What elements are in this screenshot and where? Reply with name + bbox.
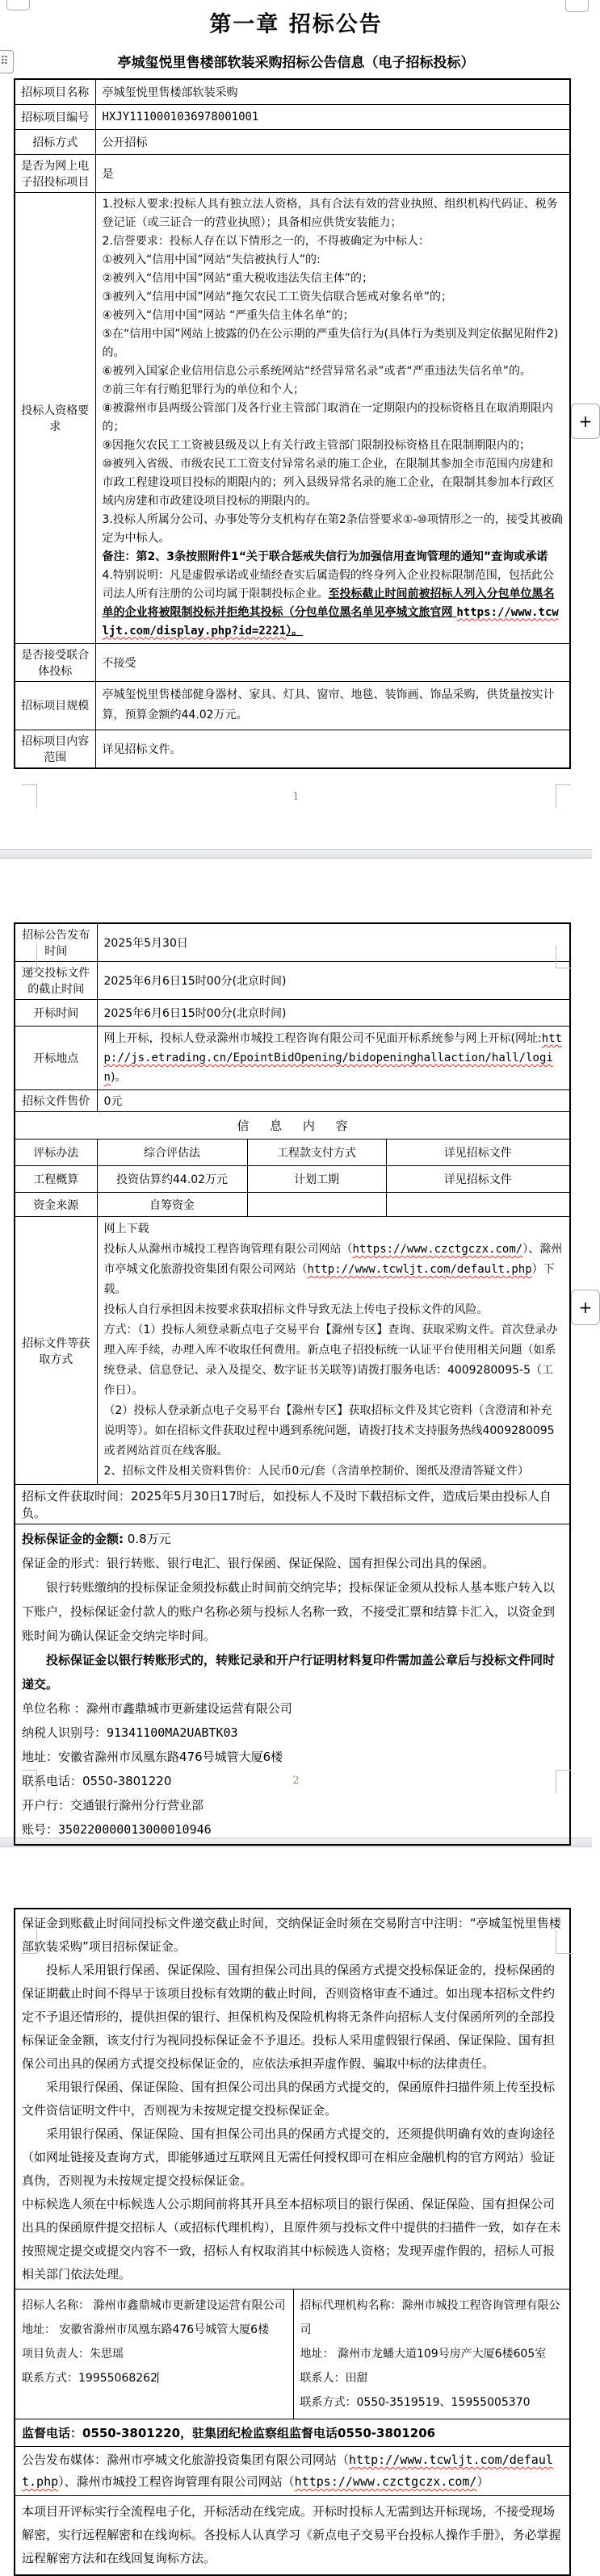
qual-line: ⑩被列入省级、市级农民工工资支付异常名录的施工企业，在限制其参加全市范围内房建和市政工程建设项目投标的期限内的；列入县级异常名录的施工企业，在限制其参加本行政区域内房建和市政建设项目投标的期限内的。 xyxy=(102,457,555,508)
obtain-line: 方式：（1）投标人须登录新点电子交易平台【滁州专区】查询、获取采购文件。首次登录办理入库手续，办理入库不收取任何费用。新点电子招投标统一认证平台使用相关问题（如系统登录、信息登记、录入及提交、数字证书关联等)请拨打服务电话：4009280095-5（工作日）。 xyxy=(103,1324,558,1397)
table-drag-handle-icon[interactable]: ⠿ xyxy=(0,50,14,73)
deposit-bank: 开户行：交通银行滁州分行营业部 xyxy=(22,1798,204,1813)
qualification-row xyxy=(15,192,570,643)
account-label: 账号： xyxy=(22,1822,59,1837)
grid-cell: 工程款支付方式 xyxy=(247,1140,386,1166)
qual-line: 3.投标人所属分公司、办事处等分支机构存在第2条信誉要求①-⑩项情形之一的，接受其被确定为中标人。 xyxy=(102,512,563,545)
row-label: 招标文件等获取方式 xyxy=(15,1217,97,1485)
contacts-row xyxy=(15,2290,570,2419)
page-number: 1 xyxy=(292,791,300,803)
obtain-text: ）、滁州市亭城文化旅游投资集团有限公司网站（ xyxy=(103,1243,563,1276)
insert-row-plus-button[interactable]: + xyxy=(571,404,600,439)
deposit-rules-row xyxy=(15,1909,570,2290)
czctgczx-media-url-link[interactable]: https://www.czctgczx.com/ xyxy=(294,2474,477,2489)
supervision-phone-text: 监督电话：0550-3801220，驻集团纪检监察组监督电话0550-3801206 xyxy=(15,2419,570,2447)
page-corner-mark xyxy=(556,1930,571,1954)
table-row xyxy=(15,962,570,1000)
media-row xyxy=(15,2447,570,2496)
deposit-rules-text xyxy=(15,1909,570,2290)
qual4-text: 4.特别说明：凡是虚假承诺或业绩经查实后属造假的终身列入企业投标限制范围，包括此公司法人所有注册的公司均属于限制投标企业。 xyxy=(102,568,554,600)
agency-name: 招标代理机构名称：滁州市城投工程咨询管理有限公司 xyxy=(300,2299,560,2336)
text-cursor xyxy=(157,2372,158,2383)
bidder-address: 地址： 安徽省滁州市凤凰东路476号城管大厦6楼 xyxy=(22,2323,270,2336)
row-label: 是否接受联合体投标 xyxy=(15,643,95,681)
obtain-time-text: 招标文件获取时间：2025年5月30日17时后，如投标人不及时下载招标文件，造成后果由投标人自负。 xyxy=(15,1485,570,1524)
qual-note-bold: 备注：第2、3条按照附件1“关于联合惩戒失信行为加强信用查询管理的通知”查询或承诺 xyxy=(102,550,548,563)
qualification-text xyxy=(95,192,570,643)
floating-button-top-left[interactable] xyxy=(6,0,30,10)
deposit-unit-name: 单位名称 ：滁州市鑫鼎城市更新建设运营有限公司 xyxy=(22,1701,292,1716)
qual-line: ⑦前三年有行贿犯罪行为的单位和个人； xyxy=(102,383,305,396)
table-row xyxy=(15,1000,570,1027)
deposit-account xyxy=(22,1817,563,1842)
table-row xyxy=(15,730,570,768)
qual-line: ①被列入“信用中国”网站“失信被执行人”的: xyxy=(102,253,321,266)
row-value: 2025年5月30日 xyxy=(97,923,570,962)
deposit-transfer-rule: 银行转账缴纳的投标保证金须投标截止时间前交纳完毕；投标保证金须从投标人基本账户转入以下账户，投标保证金付款人的账户名称必须与投标人名称一致，不接受汇票和结算卡汇入，以资金到账时间为确认保证金交纳完毕时间。 xyxy=(22,1580,556,1643)
deposit-amount-label: 投标保证金的金额: xyxy=(22,1532,124,1546)
deposit-address: 地址：安徽省滁州市凤凰东路476号城管大厦6楼 xyxy=(22,1750,283,1764)
grid-cell: 资金来源 xyxy=(15,1193,97,1217)
insert-row-plus-button-2[interactable]: + xyxy=(571,1290,600,1325)
grid-cell: 详见招标文件 xyxy=(386,1166,570,1193)
row-label: 开标地点 xyxy=(15,1027,97,1090)
guarantee-verify-rule: 采用银行保函、保证保险、国有担保公司出具的保函方式提交的，还须提供明确有效的查询途径（如网址链接及查询方式，即能够通过互联网且无需任何授权即可在相应金融机构的官方网站）验证真伪，否则视为未按规定提交投标保证金。 xyxy=(22,2126,556,2188)
row-value: 不接受 xyxy=(95,643,570,681)
announcement-subtitle: 亭城玺悦里售楼部软装采购招标公告信息（电子招标投标） xyxy=(117,55,475,71)
agency-contact-block xyxy=(293,2290,570,2419)
grid-cell: 详见招标文件 xyxy=(386,1140,570,1166)
row-label: 是否为网上电子招投标项目 xyxy=(15,154,95,192)
grid-row xyxy=(15,1193,570,1217)
guarantee-scan-rule: 采用银行保函、保证保险、国有担保公司出具的保函方式提交的，保函原件扫描件须上传至投标文件资信证明文件中，否则视为未按规定提交投标保证金。 xyxy=(22,2080,556,2118)
row-value: 是 xyxy=(95,154,570,192)
obtain-line: 2、招标文件及相关资料售价：人民币0元/套（含清单控制价、图纸及澄清答疑文件） xyxy=(103,1465,530,1478)
e-bidding-note-row xyxy=(15,2496,570,2576)
grid-cell: 评标办法 xyxy=(15,1140,97,1166)
agency-contact-person: 联系人：田甜 xyxy=(300,2372,368,2385)
grid-cell: 自筹资金 xyxy=(97,1193,247,1217)
bidder-name: 招标人名称： 滁州市鑫鼎城市更新建设运营有限公司 xyxy=(22,2299,286,2312)
row-label: 招标方式 xyxy=(15,129,95,154)
table-row xyxy=(15,643,570,681)
bid-opening-url-link[interactable]: http://js.etrading.cn/EpointBidOpening/bidopeninghallaction/hall/login xyxy=(103,1032,562,1084)
qual-line: 2.信誉要求：投标人存在以下情形之一的，不得被确定为中标人： xyxy=(102,234,430,248)
page-corner-mark xyxy=(556,945,571,968)
qual-line: ⑨因拖欠农民工工资被县级及以上有关行政主管部门限制投标资格且在限制期限内的； xyxy=(102,438,531,452)
qual-line: ⑧被滁州市县两级公管部门及各行业主管部门取消在一定期限内的投标资格且在取消期限内的； xyxy=(102,401,554,433)
agency-address: 地址： 滁州市龙蟠大道109号房产大厦6楼605室 xyxy=(300,2348,547,2361)
table-row xyxy=(15,104,570,129)
bid-opening-venue-row xyxy=(15,1027,570,1090)
obtain-method-text xyxy=(97,1217,570,1485)
row-value: 亭城玺悦里售楼部健身器材、家具、灯具、窗帘、地毯、装饰画、饰品采购，供货量按实计算，预算金额约44.02万元。 xyxy=(95,681,570,730)
row-value: 详见招标文件。 xyxy=(95,730,570,768)
venue-text: 网上开标，投标人登录滁州市城投工程咨询有限公司不见面开标系统参与网上开标(网址: xyxy=(103,1032,542,1045)
deposit-deadline-note: 保证金到账截止时间同投标文件递交截止时间，交纳保证金时须在交易附言中注明：“亭城玺悦里售楼部软装采购”项目招标保证金。 xyxy=(22,1916,561,1954)
row-value: 公开招标 xyxy=(95,129,570,154)
tax-id-label: 纳税人识别号： xyxy=(22,1725,107,1740)
grid-cell xyxy=(247,1193,386,1217)
page-separator xyxy=(0,849,592,859)
table-row xyxy=(15,681,570,730)
deposit-bold-rule: 投标保证金以银行转账形式的，转账记录和开户行证明材料复印件需加盖公章后与投标文件同时递交。 xyxy=(22,1653,556,1692)
table-row xyxy=(15,923,570,962)
bidder-contact-number: 联系方式：19955068262 xyxy=(22,2372,157,2385)
qual-line: ②被列入“信用中国”网站“重大税收违法失信主体”的； xyxy=(102,271,374,285)
page-2 xyxy=(0,922,592,1838)
grid-cell: 投资估算约44.02万元 xyxy=(97,1166,247,1193)
obtain-line: 网上下载 xyxy=(103,1223,149,1236)
page-number: 2 xyxy=(292,1775,300,1787)
account-number: 350220000013000010946 xyxy=(58,1822,212,1837)
row-label: 招标项目名称 xyxy=(15,79,95,104)
tcwljt-media-url-link[interactable]: http://www.tcwljt.com/default.php xyxy=(22,2453,553,2489)
announcement-media-text xyxy=(15,2447,570,2496)
deposit-amount-value: 0.8万元 xyxy=(124,1532,171,1546)
obtain-text: ）下载。 xyxy=(103,1263,555,1296)
row-label: 招标项目规模 xyxy=(15,681,95,730)
deposit-form: 保证金的形式：银行转账、银行电汇、银行保函、保证保险、国有担保公司出具的保函。 xyxy=(22,1556,495,1570)
grid-row xyxy=(15,1166,570,1193)
qual-special-note xyxy=(103,567,564,641)
table-row xyxy=(15,129,570,154)
row-label: 投标人资格要求 xyxy=(15,192,95,643)
row-label: 招标项目内容范围 xyxy=(15,730,95,768)
page-3 xyxy=(0,1908,592,2576)
e-bidding-note-text: 本项目开评标实行全流程电子化，开标活动在线完成。开标时投标人无需到达开标现场，不接受现场解密，实行远程解密和在线询标。各投标人认真学习《新点电子交易平台投标人操作手册》，务必掌握远程解密方法和在线回复询标方法。 xyxy=(15,2496,570,2576)
deposit-and-contacts-table xyxy=(14,1908,571,2576)
winner-original-rule: 中标候选人须在中标候选人公示期间前将其开具至本招标项目的银行保函、保证保险、国有担保公司出具的保函原件提交招标人（或招标代理机构），且原件须与投标文件中提供的扫描件一致，如存在未按照规定提交或提交内容不一致，招标人有权取消其中标候选人资格；发现弄虚作假的，招标人可报相关部门依法处理。 xyxy=(22,2197,561,2281)
table-row xyxy=(15,1090,570,1112)
qual-line: ⑤在“信用中国”网站上披露的仍在公示期的严重失信行为(具体行为类别及判定依据见附件2)的。 xyxy=(102,327,559,359)
table-row xyxy=(15,79,570,104)
info-content-header: 信 息 内 容 xyxy=(15,1112,570,1140)
row-label: 招标公告发布时间 xyxy=(15,923,97,962)
qual-line: 1.投标人要求:投标人具有独立法人资格，具有合法有效的营业执照、组织机构代码证、税务登记证（或三证合一的营业执照）；具备相应供货安装能力； xyxy=(102,197,558,229)
tax-id-value: 91341100MA2UABTK03 xyxy=(107,1725,238,1740)
venue-end: )。 xyxy=(110,1071,127,1084)
grid-cell xyxy=(386,1193,570,1217)
bid-deposit-row xyxy=(15,1524,570,1846)
deposit-info-text xyxy=(15,1524,570,1846)
bidder-leader: 项目负责人：朱思瑶 xyxy=(22,2348,124,2361)
page-corner-mark xyxy=(22,1930,37,1954)
floating-button-top-right[interactable] xyxy=(565,0,589,12)
grid-cell: 工程概算 xyxy=(15,1166,97,1193)
qual4-end: ）。 xyxy=(286,624,304,638)
obtain-line xyxy=(104,1240,564,1300)
document-obtain-row xyxy=(15,1217,570,1485)
page-corner-mark xyxy=(22,945,37,968)
tender-schedule-table xyxy=(14,922,571,1846)
row-label: 递交投标文件的截止时间 xyxy=(15,962,97,1000)
grid-cell: 综合评估法 xyxy=(97,1140,247,1166)
page-1 xyxy=(0,0,592,849)
row-value: 0元 xyxy=(97,1090,570,1112)
czctgczx-url-link[interactable]: https://www.czctgczx.com/ xyxy=(352,1243,523,1256)
media-text: 公告发布媒体：滁州市亭城文化旅游投资集团有限公司网站（ xyxy=(22,2453,350,2467)
tcwljt-url-link[interactable]: http://www.tcwljt.com/default.php xyxy=(307,1263,532,1276)
chapter-title: 第一章 招标公告 xyxy=(209,12,383,37)
agency-contact-number: 联系方式：0550-3519519、15955005370 xyxy=(300,2396,531,2409)
obtain-line: （2）投标人登录新点电子交易平台【滁州专区】获取招标文件及其它资料（含澄清和补充说明等）。如在招标文件获取过程中遇到系统问题，请拨打技术支持服务热线4009280095或者网站首页在线客服。 xyxy=(103,1404,555,1457)
row-value: 2025年6月6日15时00分(北京时间) xyxy=(97,962,570,1000)
tender-info-table xyxy=(14,78,571,769)
blacklist-url-link[interactable]: https://www.tcwljt.com/display.php?id=2221 xyxy=(102,605,559,638)
row-label: 招标文件售价 xyxy=(15,1090,97,1112)
guarantee-rule: 投标人采用银行保函、保证保险、国有担保公司出具的保函方式提交投标保证金的，投标保函的保证期截止时间不得早于该项目投标有效期的截止时间，否则资格审查不通过。如出现本招标文件约定不予退还情形的，提供担保的银行、担保机构及保险机构将无条件向招标人支付保函所列的全部投标保证金金额，该支付行为视同投标保证金不予退还。投标人采用虚假银行保函、保证保险、国有担保公司出具的保函方式提交投标保证金的，应依法承担弄虚作假、骗取中标的法律责任。 xyxy=(22,1963,556,2071)
qual4-bold-text: 至投标截止时间前被招标人列入分包单位黑名单的企业将被限制投标并拒绝其投标（分包单位黑名单见亭城文旅官网 xyxy=(102,587,555,619)
row-value xyxy=(97,1027,570,1090)
media-text: ） xyxy=(476,2474,489,2489)
obtain-line: 投标人自行承担因未按要求获取招标文件导致无法上传电子投标文件的风险。 xyxy=(103,1303,489,1316)
media-text: ）、滁州市城投工程咨询管理有限公司网站（ xyxy=(58,2474,295,2489)
bidder-contact-block xyxy=(15,2290,293,2419)
obtain-text: 投标人从滁州市城投工程咨询管理有限公司网站（ xyxy=(103,1243,353,1256)
qual-line: ⑥被列入国家企业信用信息公示系统网站“经营异常名录”或者“严重违法失信名单”的。 xyxy=(102,364,532,378)
row-value: 2025年6月6日15时00分(北京时间) xyxy=(97,1000,570,1027)
row-label: 招标项目编号 xyxy=(15,104,95,129)
table-row xyxy=(15,154,570,192)
qual-line: ④被列入“信用中国”网站 “严重失信主体名单”的； xyxy=(102,308,355,322)
deposit-phone: 联系电话：0550-3801220 xyxy=(22,1774,172,1788)
obtain-time-row xyxy=(15,1485,570,1524)
deposit-tax-id xyxy=(22,1721,563,1745)
grid-cell: 计划工期 xyxy=(247,1166,386,1193)
row-label: 开标时间 xyxy=(15,1000,97,1027)
grid-row xyxy=(15,1140,570,1166)
deposit-amount xyxy=(22,1527,563,1551)
qual-line: ③被列入“信用中国”网站“拖欠农民工工资失信联合惩戒对象名单”的； xyxy=(102,290,453,303)
row-value: HXJY1110001036978001001 xyxy=(95,104,570,129)
info-content-header-row xyxy=(15,1112,570,1140)
supervision-row xyxy=(15,2419,570,2447)
row-value: 亭城玺悦里售楼部软装采购 xyxy=(95,79,570,104)
